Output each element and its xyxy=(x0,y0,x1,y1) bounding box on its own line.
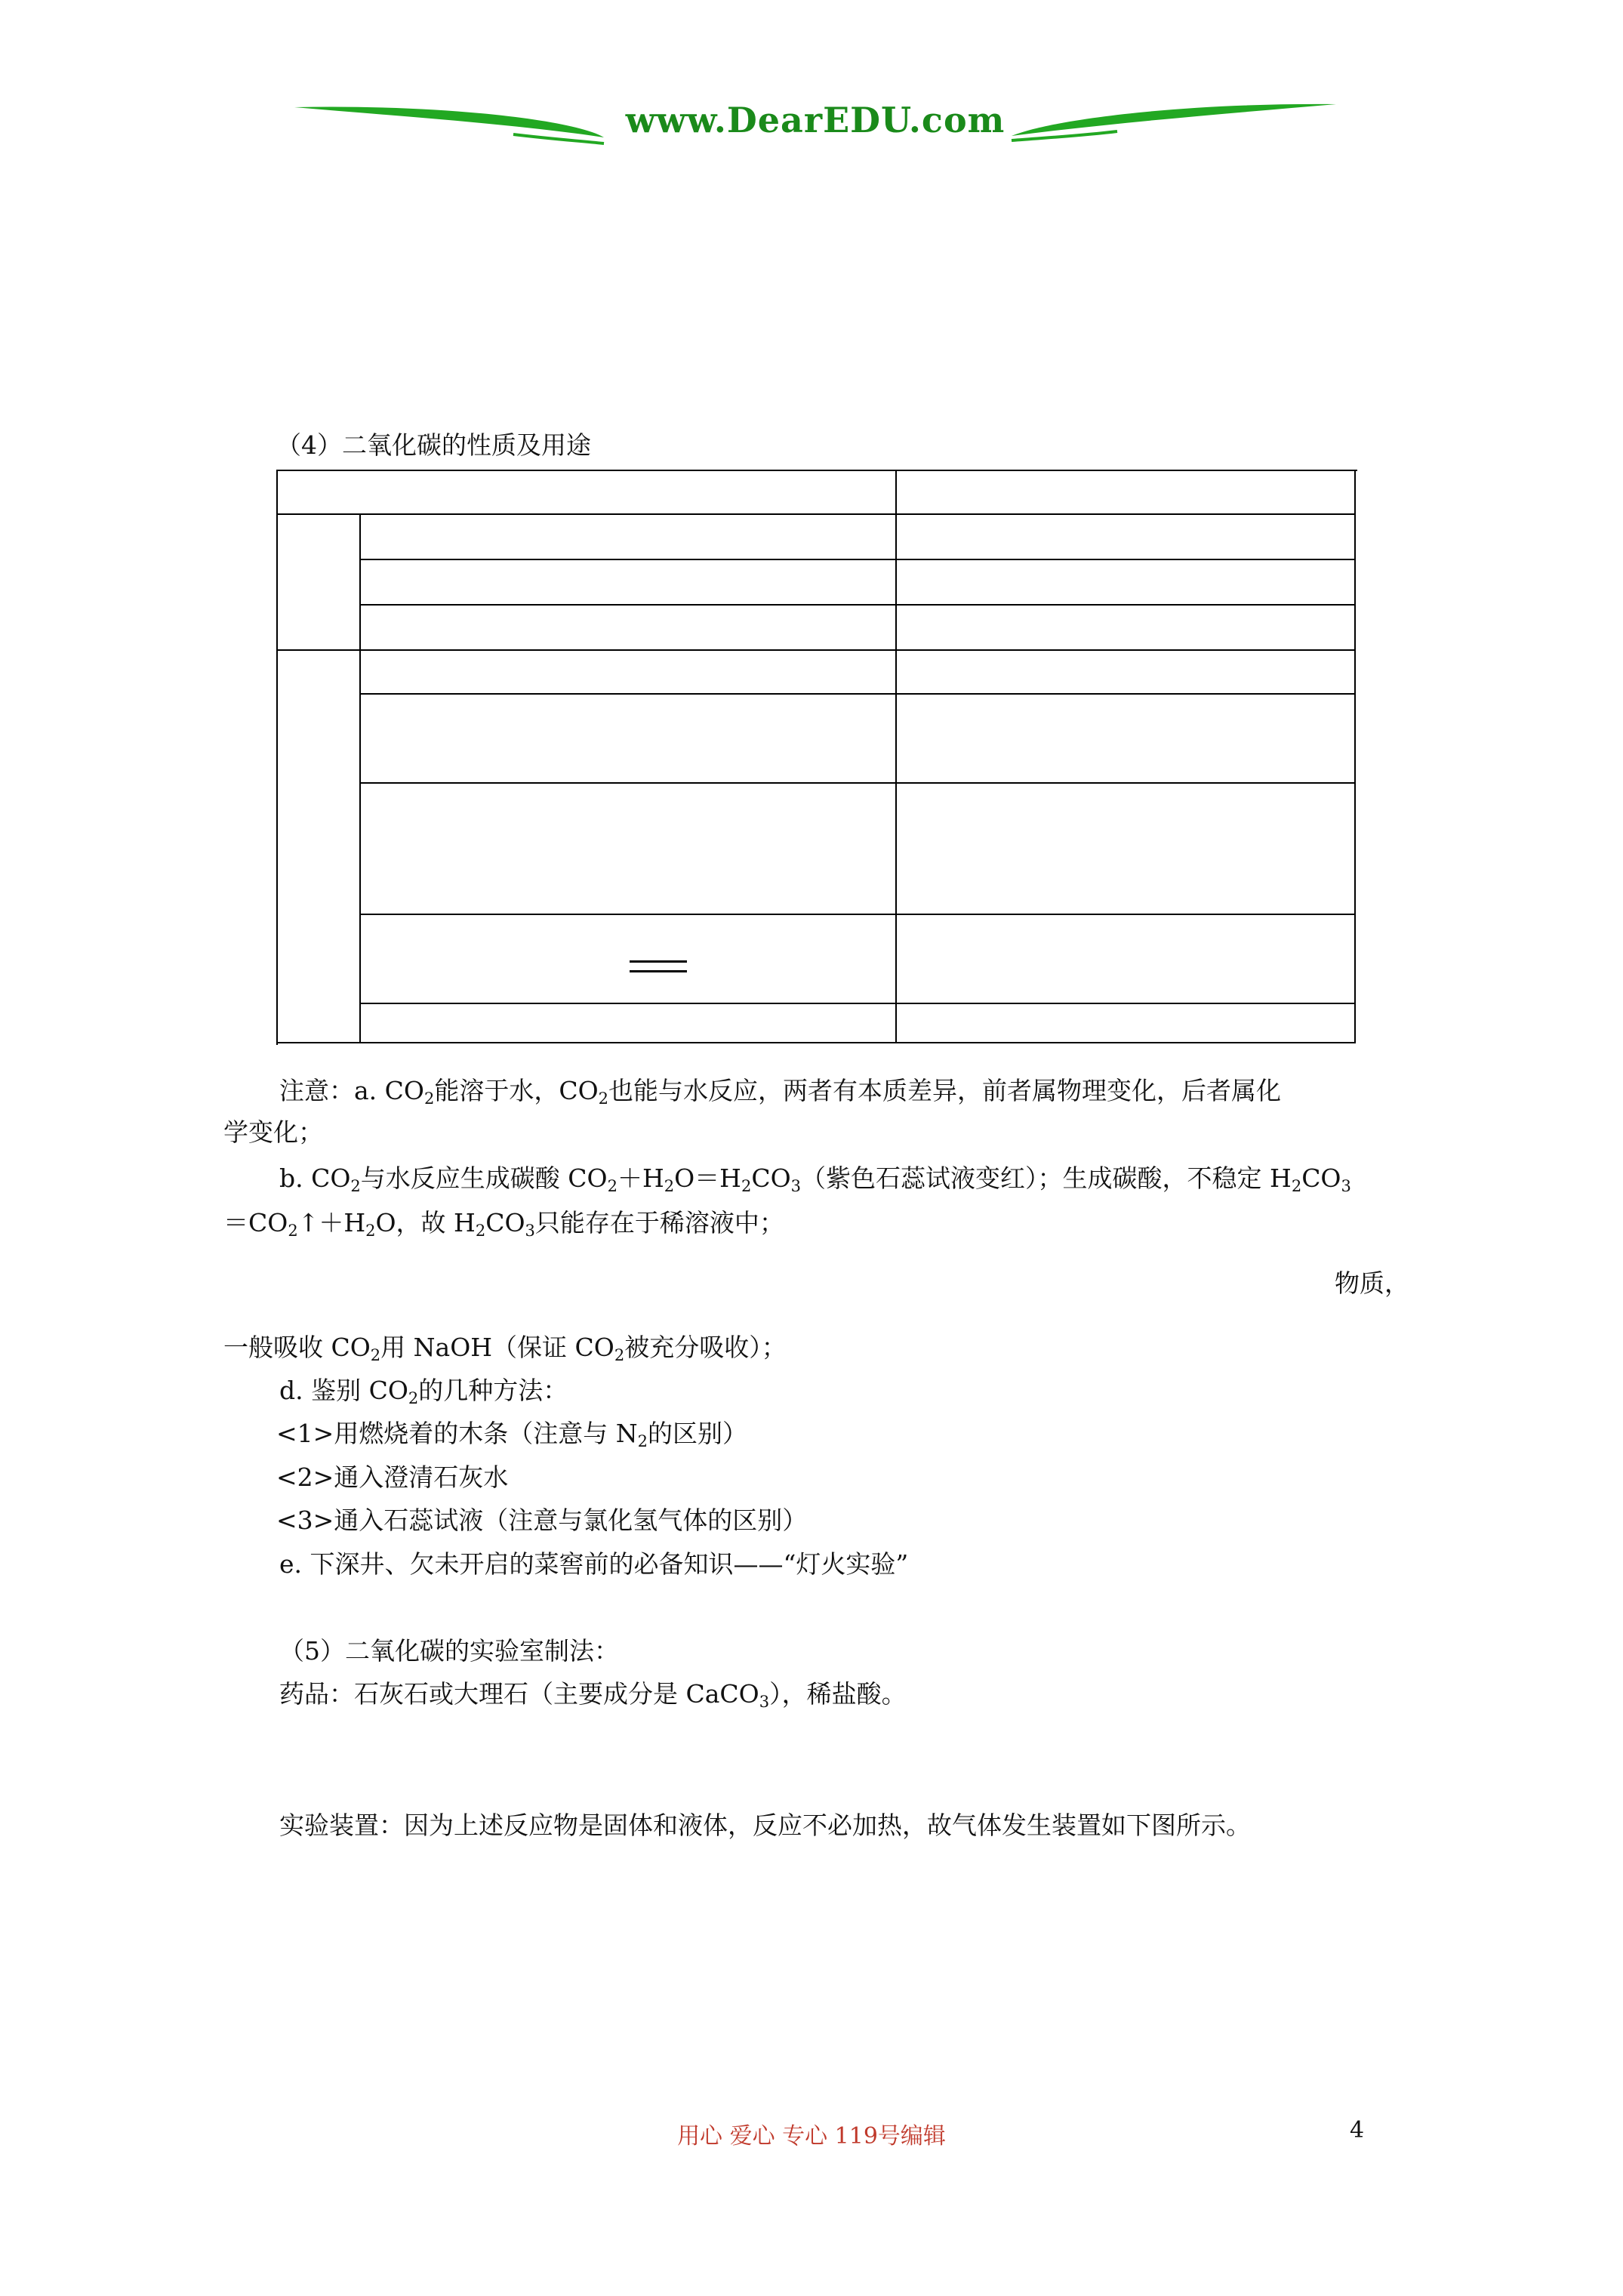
table-cell xyxy=(897,784,1356,915)
note-text: 注意：a. CO xyxy=(279,1076,424,1105)
table-cell xyxy=(361,915,897,1004)
subscript: 2 xyxy=(614,1346,625,1364)
note-d xyxy=(279,1376,568,1406)
table-cell xyxy=(897,915,1356,1004)
table-cell xyxy=(361,651,897,695)
subscript: 2 xyxy=(1291,1177,1302,1195)
note-text: O＝H xyxy=(674,1163,741,1193)
subscript: 2 xyxy=(408,1389,419,1407)
table-cell xyxy=(897,651,1356,695)
subscript: 2 xyxy=(423,1089,435,1108)
table-cell xyxy=(361,695,897,784)
note-text: CO xyxy=(485,1208,525,1237)
subscript: 2 xyxy=(598,1089,609,1108)
note-text: 只能存在于稀溶液中； xyxy=(534,1208,784,1237)
subscript: 2 xyxy=(365,1222,376,1240)
note-text: O，故 H xyxy=(375,1208,476,1237)
table-cell xyxy=(897,695,1356,784)
subscript: 2 xyxy=(741,1177,752,1195)
note-text: 用 NaOH（保证 CO xyxy=(380,1333,614,1362)
apparatus-line: 实验装置：因为上述反应物是固体和液体，反应不必加热，故气体发生装置如下图所示。 xyxy=(279,1811,1251,1840)
note-text: 药品：石灰石或大理石（主要成分是 CaCO xyxy=(279,1679,759,1709)
properties-table xyxy=(276,470,1357,1045)
note-text: 的几种方法： xyxy=(418,1376,568,1405)
note-b xyxy=(279,1163,1351,1194)
note-text: ＝CO xyxy=(223,1208,288,1237)
method-2: <2>通入澄清石灰水 xyxy=(276,1462,509,1492)
subscript: 2 xyxy=(637,1432,648,1450)
section-4-title: （4）二氧化碳的性质及用途 xyxy=(276,430,591,460)
method-1 xyxy=(276,1419,747,1449)
table-cell xyxy=(897,606,1356,651)
subscript: 2 xyxy=(607,1177,617,1195)
site-name: www.DearEDU.com xyxy=(625,100,1006,140)
note-text: CO xyxy=(1301,1163,1341,1193)
note-text: ），稀盐酸。 xyxy=(769,1679,907,1709)
footer-text: 用心 爱心 专心 119号编辑 xyxy=(677,2123,946,2150)
subscript: 2 xyxy=(475,1222,486,1240)
note-text: b. CO xyxy=(279,1163,351,1193)
note-text: ↑＋H xyxy=(297,1208,366,1237)
table-cell xyxy=(897,560,1356,606)
subscript: 3 xyxy=(1341,1177,1351,1195)
note-text: 与水反应生成碳酸 CO xyxy=(360,1163,608,1193)
note-text: 也能与水反应，两者有本质差异，前者属物理变化，后者属化 xyxy=(608,1076,1282,1105)
table-cell xyxy=(361,515,897,560)
note-text: CO xyxy=(751,1163,791,1193)
subscript: 3 xyxy=(790,1177,802,1195)
table-cell xyxy=(361,1004,897,1043)
note-b-continued xyxy=(223,1208,784,1238)
table-header-cell xyxy=(897,471,1356,515)
subscript: 2 xyxy=(664,1177,675,1195)
header-logo xyxy=(287,91,1344,166)
note-text: ＋H xyxy=(617,1163,664,1193)
method-3: <3>通入石蕊试液（注意与氯化氢气体的区别） xyxy=(276,1505,808,1535)
subscript: 2 xyxy=(370,1346,381,1364)
note-text: 一般吸收 CO xyxy=(223,1333,371,1362)
table-group-cell xyxy=(278,651,361,1043)
table-cell xyxy=(361,560,897,606)
note-text: （紫色石蕊试液变红）；生成碳酸，不稳定 H xyxy=(801,1163,1292,1193)
note-e: e. 下深井、欠未开启的菜窖前的必备知识——“灯火实验” xyxy=(279,1549,909,1579)
equals-sign-mark xyxy=(630,960,687,972)
note-text: 能溶于水，CO xyxy=(434,1076,599,1105)
note-a xyxy=(279,1076,1281,1106)
table-header-cell xyxy=(278,471,897,515)
note-text: 的区别） xyxy=(648,1419,748,1448)
subscript: 3 xyxy=(525,1222,535,1240)
note-c-tail: 物质， xyxy=(1335,1268,1409,1298)
table-cell xyxy=(897,1004,1356,1043)
table-cell xyxy=(361,606,897,651)
note-a-continued: 学变化； xyxy=(223,1117,323,1147)
table-cell xyxy=(897,515,1356,560)
note-absorb xyxy=(223,1333,787,1363)
note-text: <1>用燃烧着的木条（注意与 N xyxy=(276,1419,638,1448)
subscript: 2 xyxy=(350,1177,361,1195)
section-5-title: （5）二氧化碳的实验室制法： xyxy=(279,1636,619,1666)
table-cell xyxy=(361,784,897,915)
note-text: d. 鉴别 CO xyxy=(279,1376,408,1405)
drugs-line xyxy=(279,1679,907,1709)
subscript: 2 xyxy=(288,1222,298,1240)
table-group-cell xyxy=(278,515,361,651)
note-text: 被充分吸收）； xyxy=(624,1333,787,1362)
page-number: 4 xyxy=(1350,2117,1365,2143)
subscript: 3 xyxy=(759,1693,770,1711)
